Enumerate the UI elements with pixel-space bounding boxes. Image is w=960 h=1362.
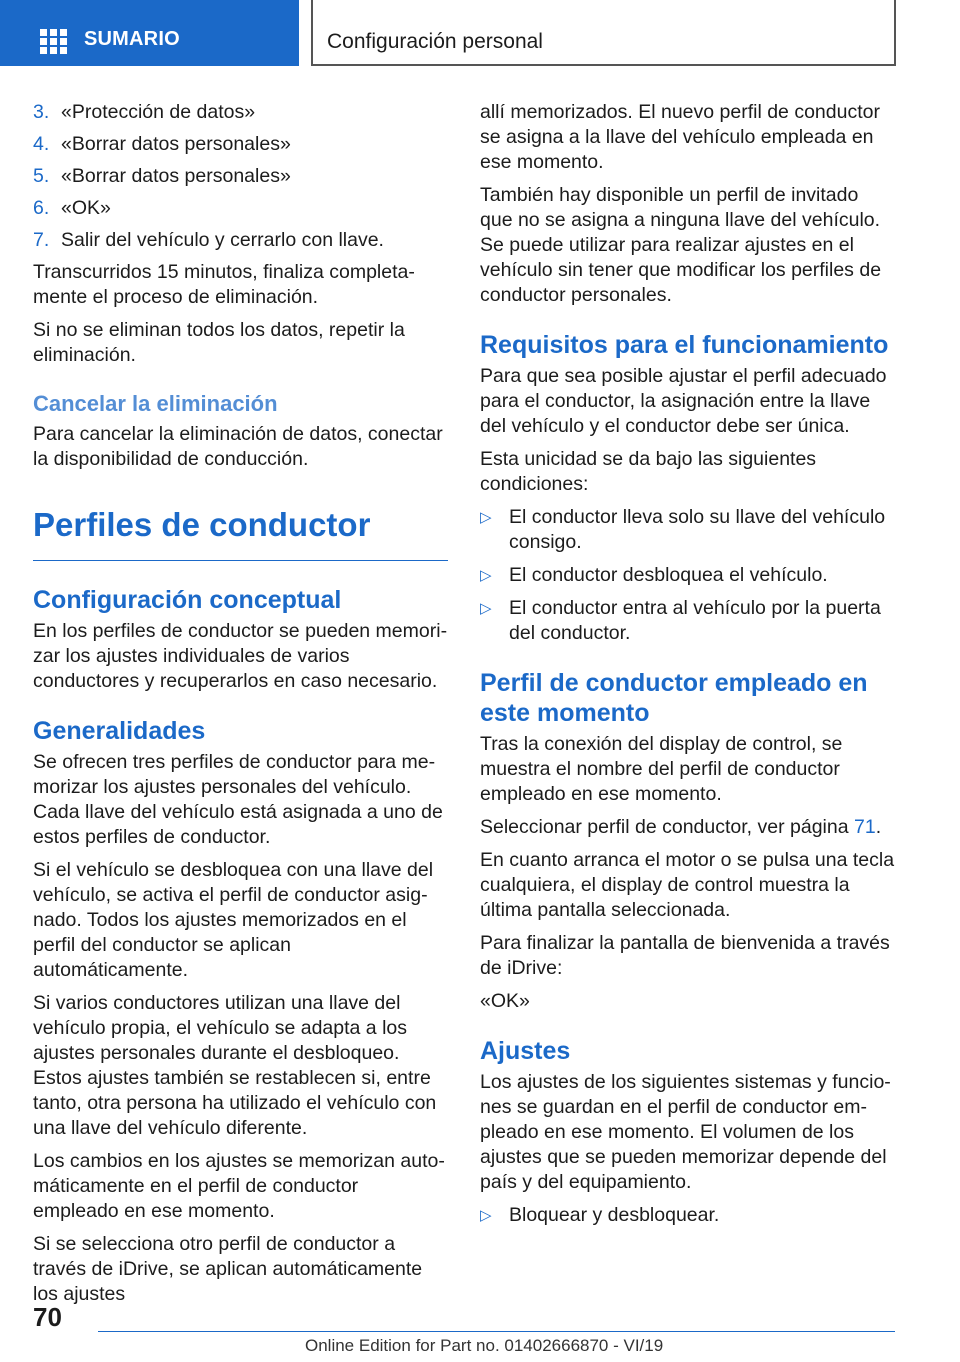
page-link[interactable]: 71	[853, 816, 876, 838]
paragraph: También hay disponible un perfil de invitado que no se asigna a ninguna llave del vehículo. Se puede utilizar para realizar ajustes en el vehículo sin tener que modificar los perfiles de conductor personales.	[480, 184, 882, 306]
list-item: ▷ El conductor desbloquea el vehículo.	[480, 564, 828, 586]
right-column	[480, 100, 896, 1236]
heading-concept: Configuración conceptual	[33, 586, 342, 614]
triangle-bullet-icon: ▷	[480, 567, 492, 584]
paragraph: Si no se eliminan todos los datos, repetir la eliminación.	[33, 319, 405, 366]
paragraph: Transcurridos 15 minutos, finaliza completamente el proceso de eliminación.	[33, 261, 415, 308]
paragraph: Esta unicidad se da bajo las siguientes condiciones:	[480, 448, 817, 495]
paragraph: Se ofrecen tres perfiles de conductor para memorizar los ajustes personales del vehículo. Cada llave del vehículo está asignada a uno de estos perfiles de conductor.	[33, 751, 443, 848]
list-item: ▷ El conductor lleva solo su llave del vehículo consigo.	[480, 506, 886, 553]
heading-driver-profiles: Perfiles de conductor	[33, 506, 448, 561]
list-item: 6. «OK»	[33, 197, 111, 219]
list-item: 7. Salir del vehículo y cerrarlo con llave.	[33, 229, 384, 251]
heading-requirements: Requisitos para el funcionamiento	[480, 331, 889, 359]
section-tab[interactable]	[311, 0, 896, 66]
paragraph: En los perfiles de conductor se pueden memorizar los ajustes individuales de varios conductores y recuperarlos en caso necesario.	[33, 620, 448, 692]
paragraph: Seleccionar perfil de conductor, ver página 71.	[480, 816, 882, 838]
list-item: 5. «Borrar datos personales»	[33, 165, 291, 187]
paragraph: En cuanto arranca el motor o se pulsa una tecla cualquiera, el display de control muestra la última pantalla seleccionada.	[480, 849, 895, 921]
paragraph: Los ajustes de los siguientes sistemas y funciones se guardan en el perfil de conductor empleado en ese momento. El volumen de los ajustes que se pueden memorizar depende del país y del equipamiento.	[480, 1071, 891, 1193]
paragraph: Si el vehículo se desbloquea con una llave del vehículo, se activa el perfil de conductor asignado. Todos los ajustes memorizados en el perfil del conductor se aplican automáticamente.	[33, 859, 434, 981]
triangle-bullet-icon: ▷	[480, 1207, 492, 1224]
paragraph: Para cancelar la eliminación de datos, conectar la disponibilidad de conducción.	[33, 423, 443, 470]
paragraph: Los cambios en los ajustes se memorizan automáticamente en el perfil de conductor empleado en ese momento.	[33, 1150, 445, 1222]
paragraph: Para que sea posible ajustar el perfil adecuado para el conductor, la asignación entre la llave del vehículo y el conductor debe ser única.	[480, 365, 887, 437]
page-number: 70	[33, 1302, 62, 1332]
heading-cancel: Cancelar la eliminación	[33, 391, 278, 416]
heading-general: Generalidades	[33, 717, 206, 745]
summary-label: SUMARIO	[84, 28, 180, 50]
paragraph: Tras la conexión del display de control, se muestra el nombre del perfil de conductor empleado en ese momento.	[480, 733, 843, 805]
list-item: ▷ El conductor entra al vehículo por la puerta del conductor.	[480, 597, 881, 644]
paragraph: allí memorizados. El nuevo perfil de conductor se asigna a la llave del vehículo empleada en ese momento.	[480, 101, 880, 173]
section-title: Configuración personal	[327, 30, 543, 53]
list-item: ▷ Bloquear y desbloquear.	[480, 1204, 720, 1226]
footer-divider	[98, 1331, 895, 1332]
paragraph: «OK»	[480, 990, 530, 1012]
paragraph: Si varios conductores utilizan una llave del vehículo propia, el vehículo se adapta a los ajustes personales durante el desbloqueo. Estos ajustes también se restablecen si, entre tanto, otra persona ha utilizado el vehículo con una llave del vehículo diferente.	[33, 992, 437, 1139]
heading-settings: Ajustes	[480, 1037, 571, 1065]
list-item: 4. «Borrar datos personales»	[33, 133, 291, 155]
heading-current-profile: Perfil de conductor empleado en este momento	[480, 669, 868, 727]
paragraph: Para finalizar la pantalla de bienvenida a través de iDrive:	[480, 932, 890, 979]
paragraph: Si se selecciona otro perfil de conductor a través de iDrive, se aplican automáticamente los ajustes	[33, 1233, 423, 1305]
summary-button[interactable]	[0, 0, 299, 66]
footer-edition: Online Edition for Part no. 01402666870 - VI/19	[305, 1336, 664, 1355]
triangle-bullet-icon: ▷	[480, 509, 492, 526]
triangle-bullet-icon: ▷	[480, 600, 492, 617]
left-column	[33, 100, 448, 1315]
grid-menu-icon	[40, 29, 68, 53]
list-item: 3. «Protección de datos»	[33, 101, 256, 123]
